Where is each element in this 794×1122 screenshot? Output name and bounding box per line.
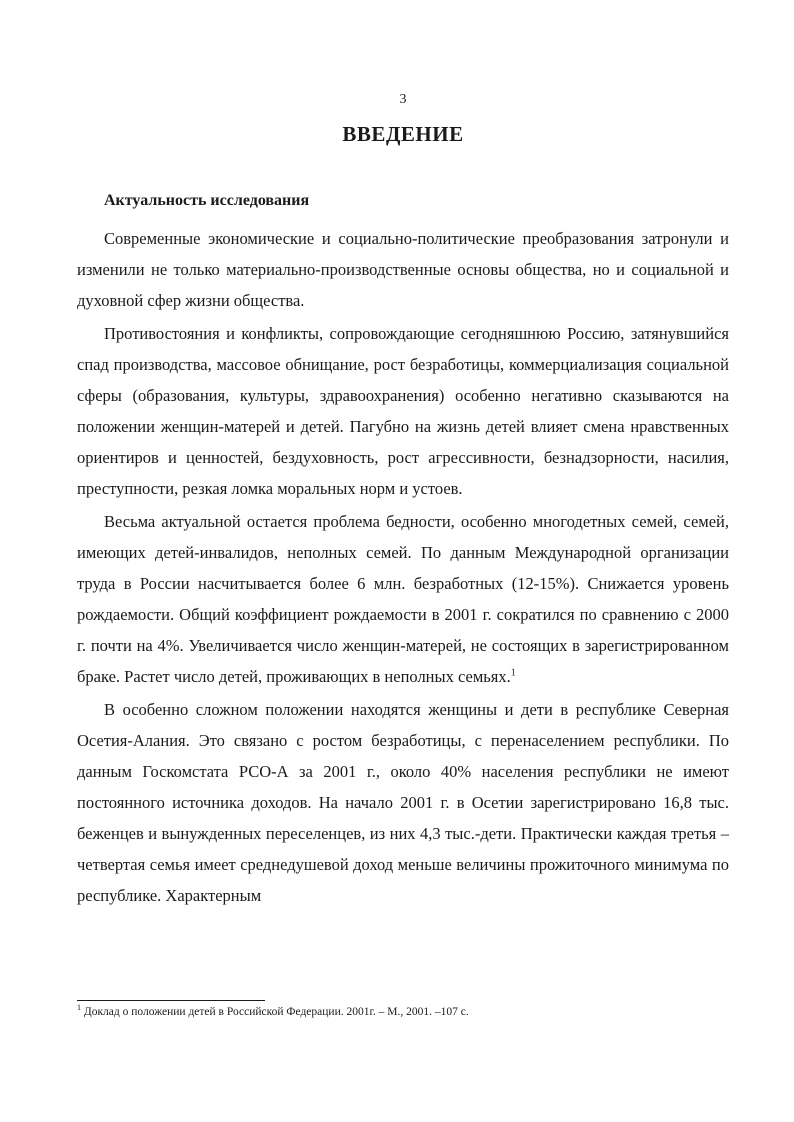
paragraph-3 <box>77 506 729 692</box>
body-text <box>77 223 729 911</box>
footnote-divider <box>77 1000 265 1001</box>
footnote <box>77 1003 727 1018</box>
paragraph-2: Противостояния и конфликты, сопровождающие сегодняшнюю Россию, затянувшийся спад производства, массовое обнищание, рост безработицы, коммерциализация социальной сферы (образования, культуры, здравоохранения) особенно негативно сказываются на положении женщин-матерей и детей. Пагубно на жизнь детей влияет смена нравственных ориентиров и ценностей, бездуховность, рост агрессивности, безнадзорности, насилия, преступности, резкая ломка моральных норм и устоев. <box>77 324 729 498</box>
paragraph-3-text: Весьма актуальной остается проблема бедности, особенно многодетных семей, семей, имеющих детей-инвалидов, неполных семей. По данным Международной организации труда в России насчитывается более 6 млн. безработных (12-15%). Снижается уровень рождаемости. Общий коэффициент рождаемости в 2001 г. сократился по сравнению с 2000 г. почти на 4%. Увеличивается число женщин-матерей, не состоящих в зарегистрированном браке. Растет число детей, проживающих в неполных семьях. <box>77 512 729 686</box>
paragraph-4: В особенно сложном положении находятся женщины и дети в республике Северная Осетия-Алания. Это связано с ростом безработицы, с перенаселением республики. По данным Госкомстата РСО-А за 2001 г., около 40% населения республики не имеют постоянного источника доходов. На начало 2001 г. в Осетии зарегистрировано 16,8 тыс. беженцев и вынужденных переселенцев, из них 4,3 тыс.-дети. Практически каждая третья – четвертая семья имеет среднедушевой доход меньше величины прожиточного минимума по республике. Характерным <box>77 700 729 905</box>
footnote-marker: 1 <box>77 1003 81 1013</box>
paragraph-1: Современные экономические и социально-политические преобразования затронули и изменили не только материально-производственные основы общества, но и социальной и духовной сфер жизни общества. <box>77 229 729 310</box>
chapter-title: ВВЕДЕНИЕ <box>342 122 464 146</box>
footnote-reference[interactable]: 1 <box>510 667 516 679</box>
footnote-text: Доклад о положении детей в Российской Федерации. 2001г. – М., 2001. –107 с. <box>83 1006 469 1018</box>
page-number: 3 <box>399 92 407 107</box>
section-heading: Актуальность исследования <box>104 192 310 209</box>
